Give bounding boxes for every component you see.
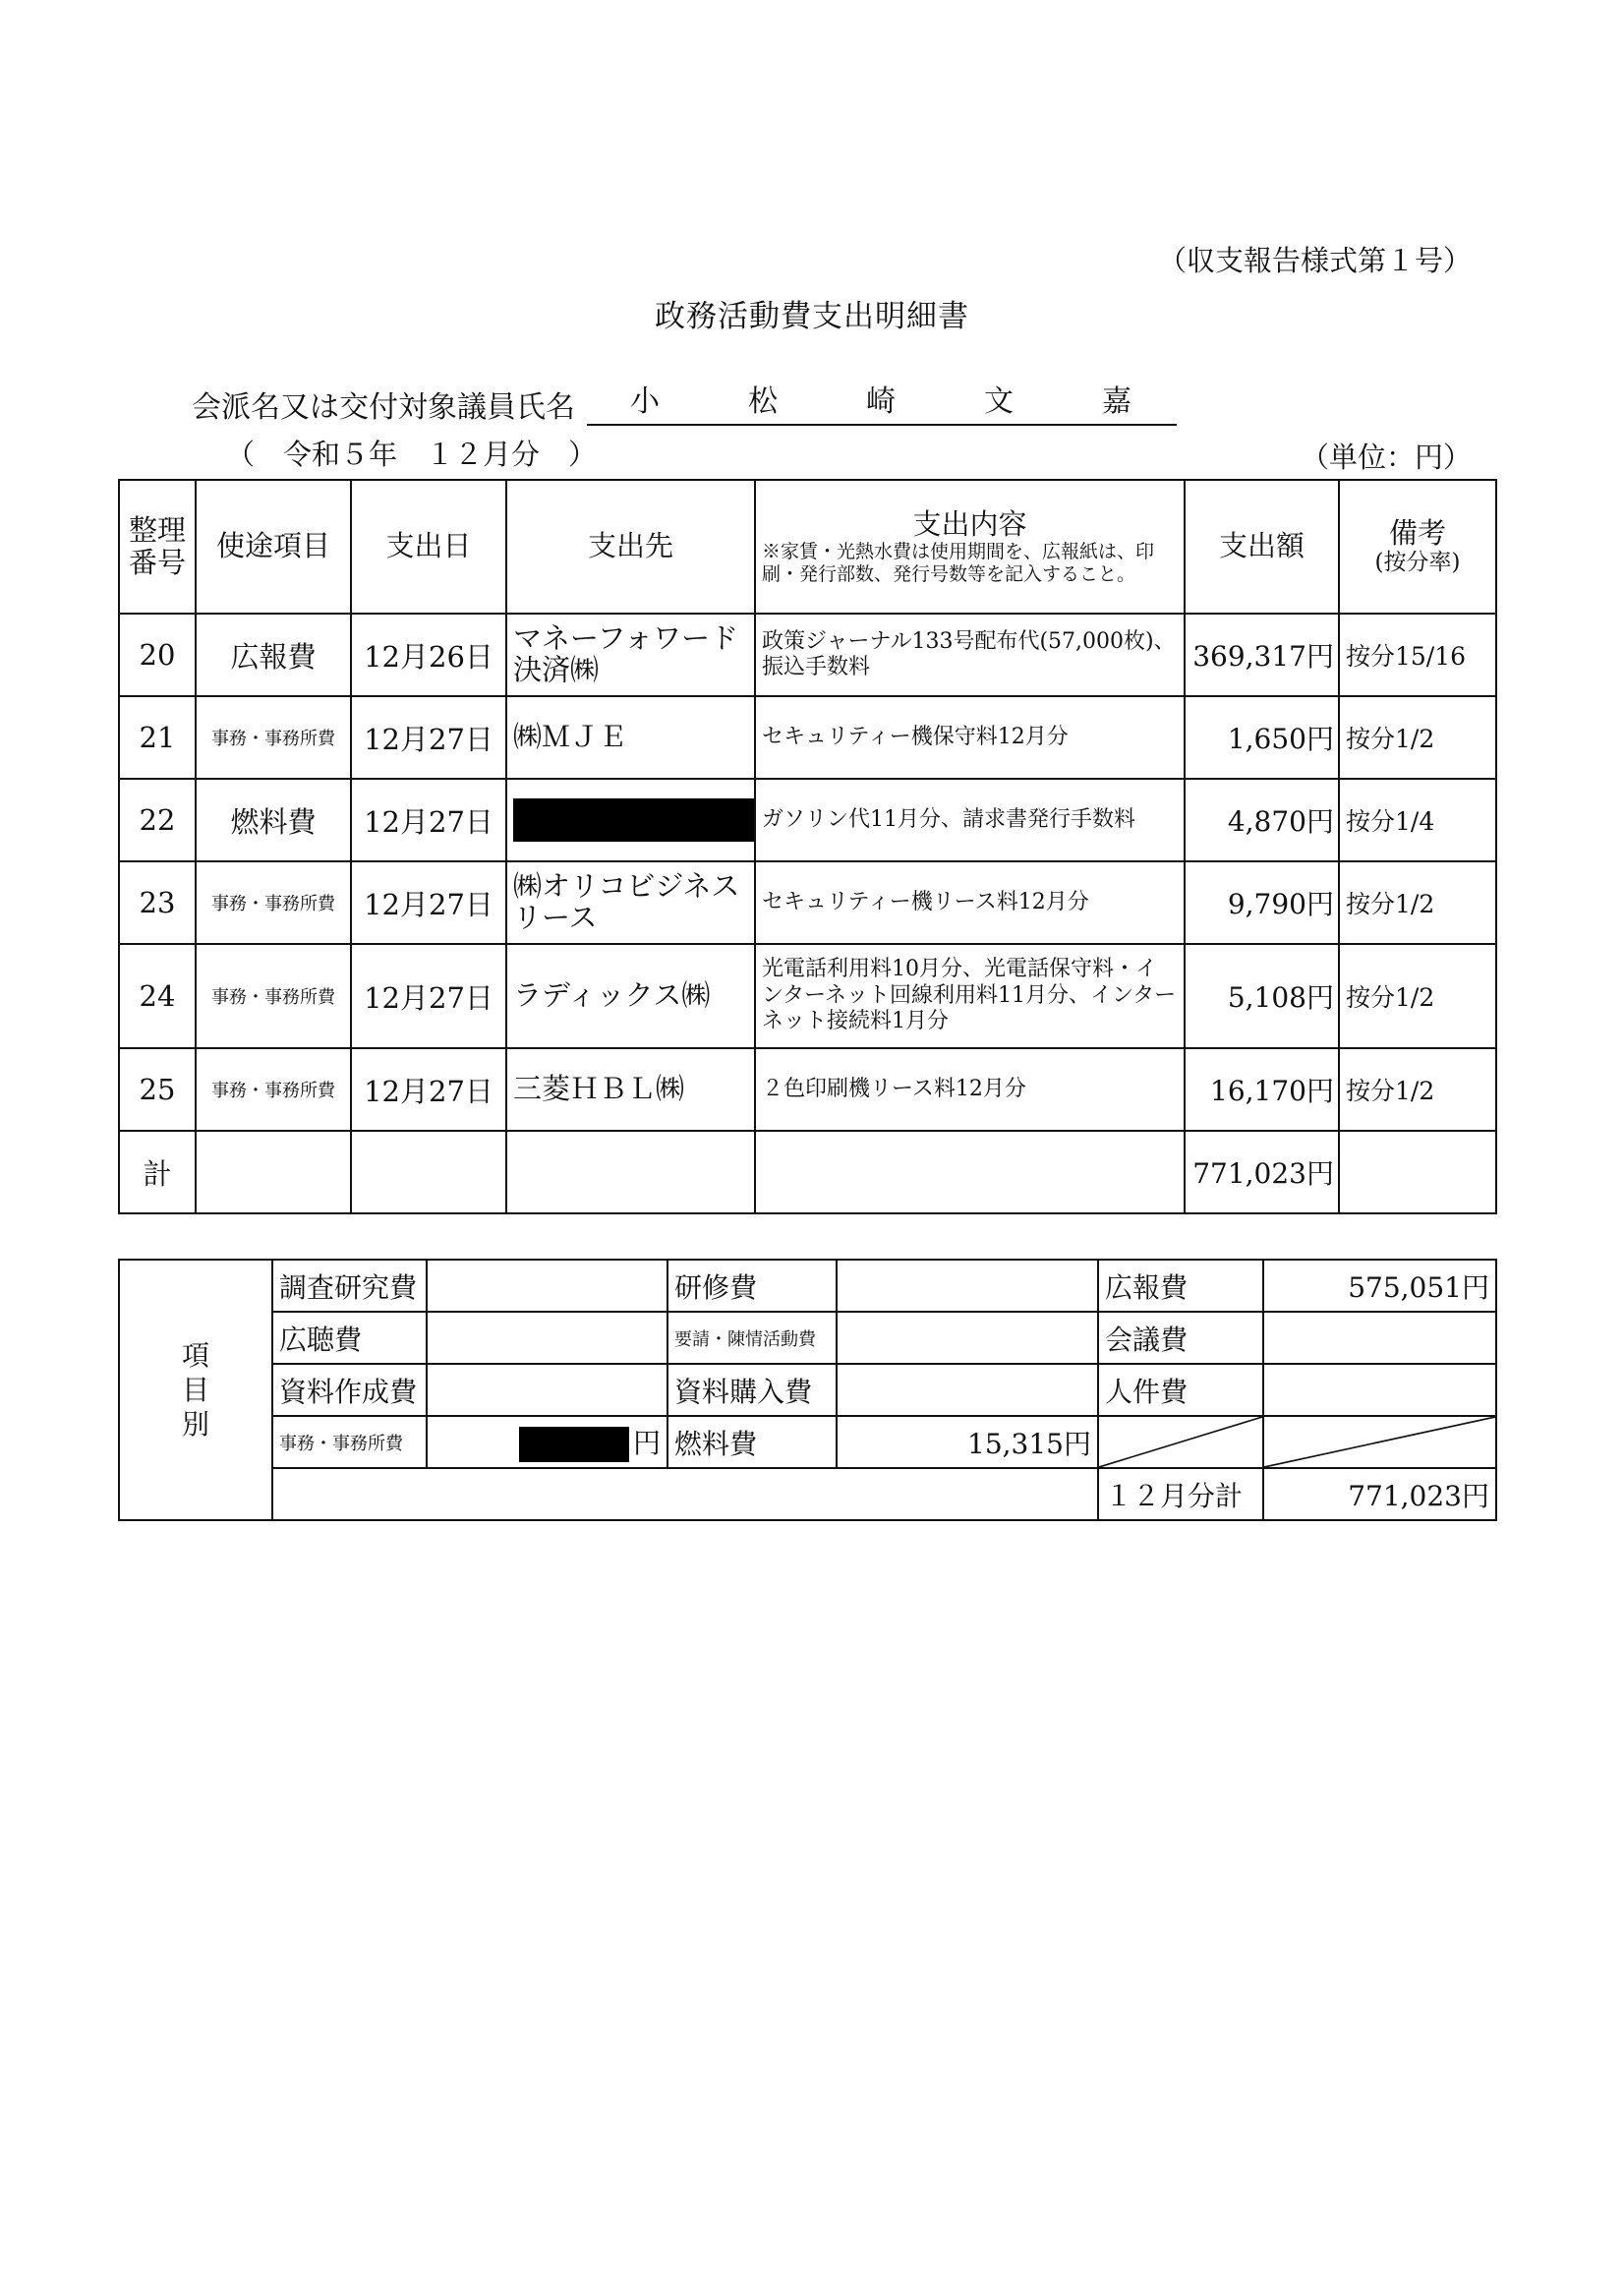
table-row	[119, 861, 1496, 944]
summary-fuel-label: 燃料費	[667, 1416, 837, 1468]
table-row	[119, 944, 1496, 1048]
summary-table	[118, 1259, 1497, 1521]
row-category: 事務・事務所費	[196, 1048, 351, 1131]
summary-publicity-label: 広報費	[1098, 1260, 1263, 1312]
redaction-box	[513, 798, 754, 842]
row-content: 政策ジャーナル133号配布代(57,000枚)、振込手数料	[755, 614, 1185, 696]
redaction-box	[519, 1427, 629, 1462]
member-name-char: 崎	[866, 384, 898, 419]
row-content: ガソリン代11月分、請求書発行手数料	[755, 779, 1185, 861]
member-name-char: 嘉	[1102, 384, 1133, 419]
row-remarks: 按分1/2	[1339, 944, 1496, 1048]
header-amount: 支出額	[1185, 480, 1339, 614]
summary-research-label: 調査研究費	[272, 1260, 427, 1312]
member-row	[192, 377, 1177, 426]
report-period: （ 令和５年 １２月分 ）	[226, 438, 598, 471]
row-amount: 5,108円	[1185, 944, 1339, 1048]
row-date: 12月26日	[351, 614, 506, 696]
unit-label: （単位：円）	[1300, 441, 1472, 474]
table-row	[119, 779, 1496, 861]
table-row	[119, 696, 1496, 779]
summary-month-total-label: １２月分計	[1098, 1468, 1263, 1520]
row-content: セキュリティー機リース料12月分	[755, 861, 1185, 944]
row-amount: 369,317円	[1185, 614, 1339, 696]
row-category: 広報費	[196, 614, 351, 696]
row-amount: 9,790円	[1185, 861, 1339, 944]
summary-month-total-amount: 771,023円	[1263, 1468, 1496, 1520]
row-remarks: 按分1/4	[1339, 779, 1496, 861]
row-no: 22	[119, 779, 196, 861]
row-date: 12月27日	[351, 944, 506, 1048]
row-date: 12月27日	[351, 1048, 506, 1131]
header-no: 整理番号	[119, 480, 196, 614]
summary-training-label: 研修費	[667, 1260, 837, 1312]
table-total-row	[119, 1131, 1496, 1213]
summary-fuel-amount: 15,315円	[837, 1416, 1098, 1468]
summary-meeting-label: 会議費	[1098, 1312, 1263, 1364]
member-name	[587, 377, 1177, 426]
summary-office-amount: 円	[427, 1416, 667, 1468]
summary-hearing-label: 広聴費	[272, 1312, 427, 1364]
row-no: 21	[119, 696, 196, 779]
row-amount: 1,650円	[1185, 696, 1339, 779]
row-remarks: 按分1/2	[1339, 1048, 1496, 1131]
row-category: 事務・事務所費	[196, 696, 351, 779]
row-amount: 4,870円	[1185, 779, 1339, 861]
row-payee: 三菱ＨＢＬ㈱	[506, 1048, 755, 1131]
header-remarks-sub: (按分率)	[1374, 550, 1461, 576]
member-name-char: 松	[748, 384, 780, 419]
row-date: 12月27日	[351, 779, 506, 861]
row-remarks: 按分1/2	[1339, 861, 1496, 944]
row-payee-redacted	[506, 779, 755, 861]
row-category: 燃料費	[196, 779, 351, 861]
row-no: 24	[119, 944, 196, 1048]
row-no: 25	[119, 1048, 196, 1131]
form-number: （収支報告様式第１号）	[1157, 244, 1472, 277]
header-remarks	[1339, 480, 1496, 614]
header-content	[755, 480, 1185, 614]
table-header-row	[119, 480, 1496, 614]
summary-publicity-amount: 575,051円	[1263, 1260, 1496, 1312]
table-row	[119, 614, 1496, 696]
row-no: 20	[119, 614, 196, 696]
header-content-title: 支出内容	[912, 506, 1027, 541]
row-payee: ㈱オリコビジネスリース	[506, 861, 755, 944]
row-remarks: 按分1/2	[1339, 696, 1496, 779]
total-label: 計	[119, 1131, 196, 1213]
header-category: 使途項目	[196, 480, 351, 614]
summary-personnel-label: 人件費	[1098, 1364, 1263, 1416]
table-row	[119, 1048, 1496, 1131]
row-category: 事務・事務所費	[196, 944, 351, 1048]
row-payee: ラディックス㈱	[506, 944, 755, 1048]
total-amount: 771,023円	[1185, 1131, 1339, 1213]
summary-empty-slash	[1263, 1416, 1496, 1468]
row-date: 12月27日	[351, 696, 506, 779]
summary-office-label: 事務・事務所費	[272, 1416, 427, 1468]
member-name-char: 文	[984, 384, 1015, 419]
expense-table	[118, 479, 1497, 1214]
row-content: ２色印刷機リース料12月分	[755, 1048, 1185, 1131]
row-date: 12月27日	[351, 861, 506, 944]
row-amount: 16,170円	[1185, 1048, 1339, 1131]
member-label: 会派名又は交付対象議員氏名	[192, 390, 575, 425]
summary-empty-slash	[1098, 1416, 1263, 1468]
row-category: 事務・事務所費	[196, 861, 351, 944]
summary-side-label: 項目別	[119, 1260, 272, 1520]
member-name-char: 小	[630, 384, 662, 419]
header-content-note: ※家賃・光熱水費は使用期間を、広報紙は、印刷・発行部数、発行号数等を記入すること。	[762, 540, 1155, 585]
row-payee: ㈱ＭＪＥ	[506, 696, 755, 779]
row-remarks: 按分15/16	[1339, 614, 1496, 696]
row-no: 23	[119, 861, 196, 944]
row-content: 光電話利用料10月分、光電話保守料・インターネット回線利用料11月分、インターネット接続料1月分	[755, 944, 1185, 1048]
header-date: 支出日	[351, 480, 506, 614]
summary-doc-making-label: 資料作成費	[272, 1364, 427, 1416]
summary-petition-label: 要請・陳情活動費	[667, 1312, 837, 1364]
header-remarks-title: 備考	[1388, 516, 1446, 551]
header-payee: 支出先	[506, 480, 755, 614]
document-title: 政務活動費支出明細書	[655, 299, 969, 334]
summary-doc-purchase-label: 資料購入費	[667, 1364, 837, 1416]
row-payee: マネーフォワード決済㈱	[506, 614, 755, 696]
row-content: セキュリティー機保守料12月分	[755, 696, 1185, 779]
